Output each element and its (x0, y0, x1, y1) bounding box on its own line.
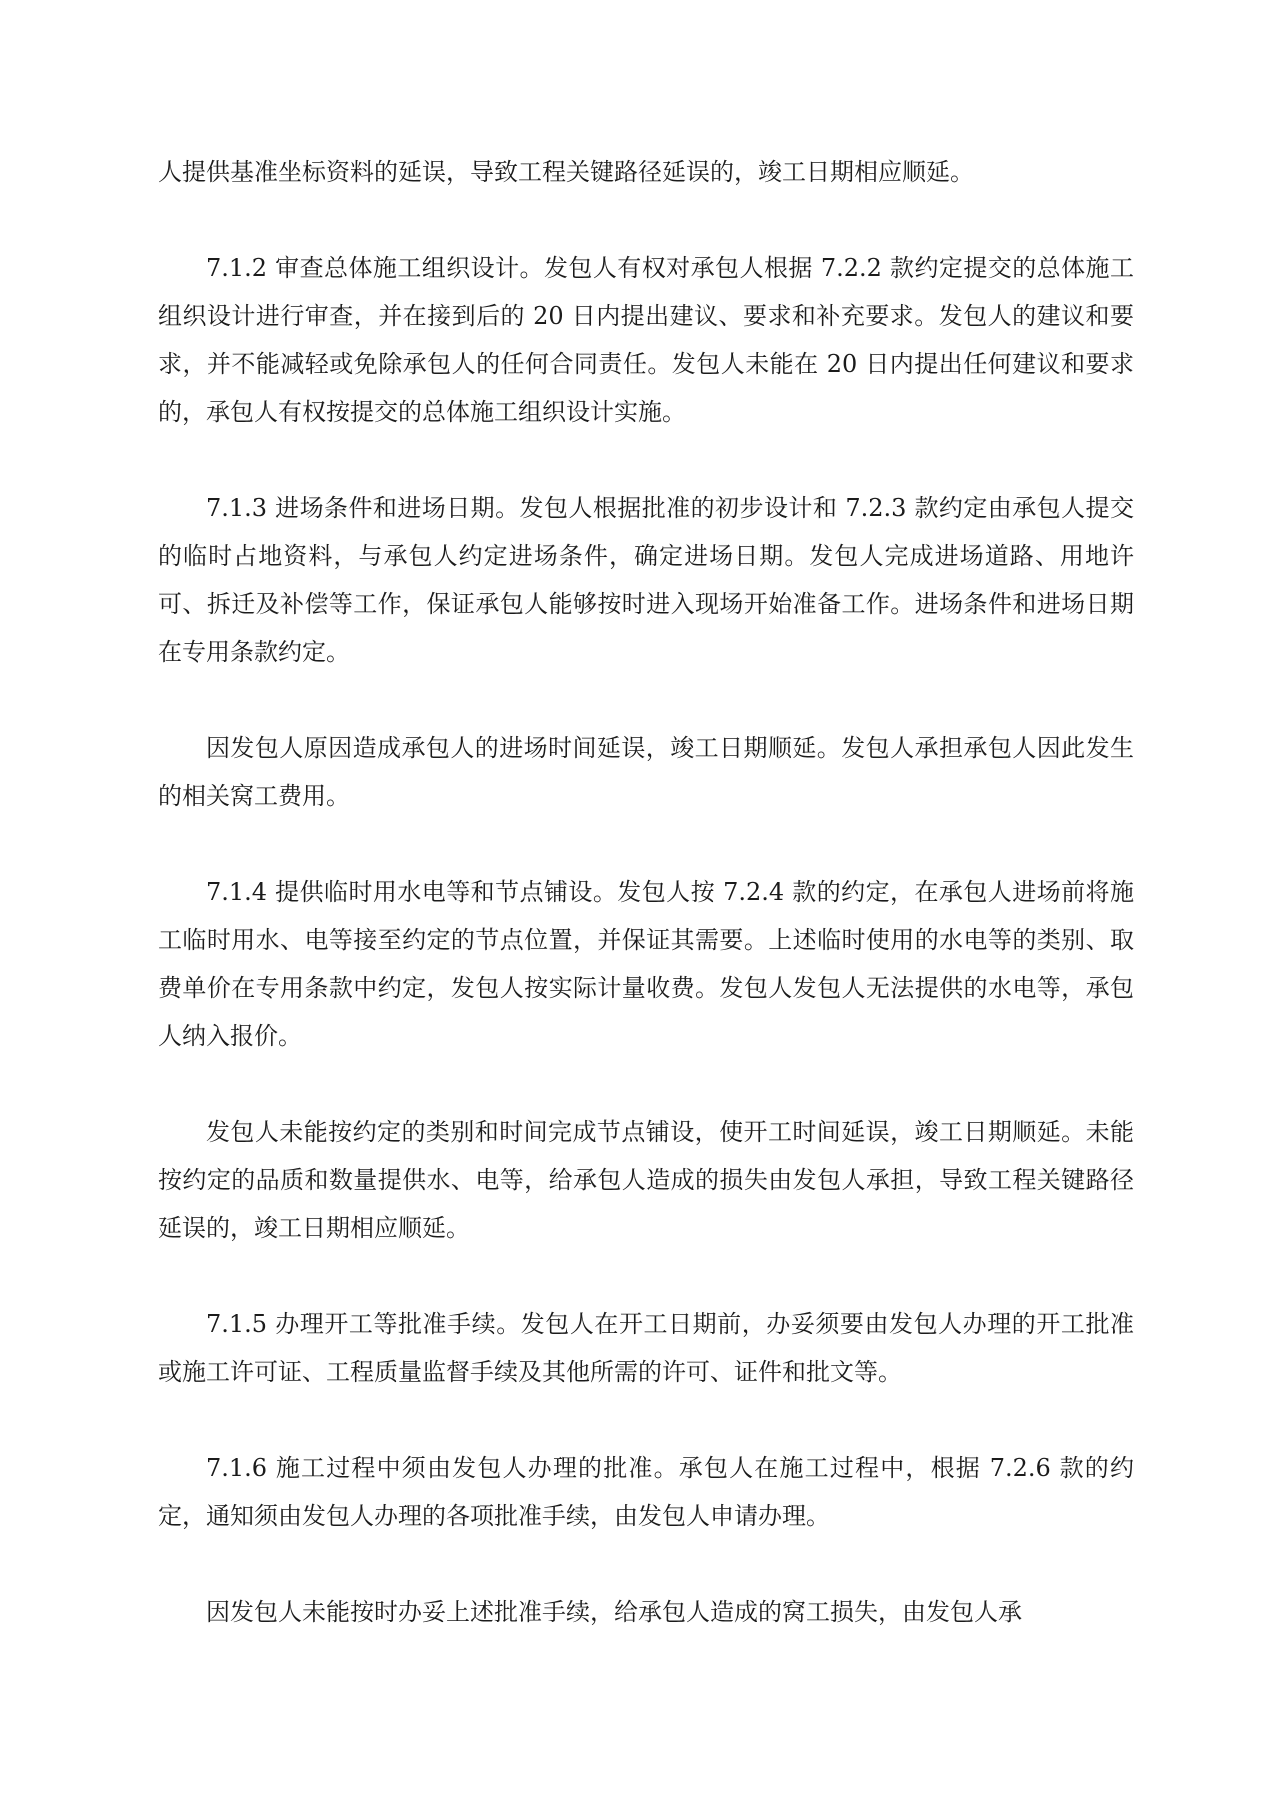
paragraph-7-1-5: 7.1.5 办理开工等批准手续。发包人在开工日期前，办妥须要由发包人办理的开工批准或施工许可证、工程质量监督手续及其他所需的许可、证件和批文等。 (158, 1310, 1134, 1386)
paragraph-continuation: 人提供基准坐标资料的延误，导致工程关键路径延误的，竣工日期相应顺延。 (158, 158, 974, 186)
paragraph-7-1-4-delay: 发包人未能按约定的类别和时间完成节点铺设，使开工时间延误，竣工日期顺延。未能按约定的品质和数量提供水、电等，给承包人造成的损失由发包人承担，导致工程关键路径延误的，竣工日期相应顺延。 (158, 1118, 1134, 1242)
paragraph-7-1-4: 7.1.4 提供临时用水电等和节点铺设。发包人按 7.2.4 款的约定，在承包人进场前将施工临时用水、电等接至约定的节点位置，并保证其需要。上述临时使用的水电等的类别、取费单价在专用条款中约定，发包人按实际计量收费。发包人发包人无法提供的水电等，承包人纳入报价。 (158, 878, 1134, 1050)
paragraph-7-1-6-delay: 因发包人未能按时办妥上述批准手续，给承包人造成的窝工损失，由发包人承 (206, 1598, 1022, 1626)
paragraph-7-1-6: 7.1.6 施工过程中须由发包人办理的批准。承包人在施工过程中，根据 7.2.6 款的约定，通知须由发包人办理的各项批准手续，由发包人申请办理。 (158, 1454, 1134, 1530)
document-body (158, 156, 1134, 1684)
paragraph-7-1-2: 7.1.2 审查总体施工组织设计。发包人有权对承包人根据 7.2.2 款约定提交的总体施工组织设计进行审查，并在接到后的 20 日内提出建议、要求和补充要求。发包人的建议和要求，并不能减轻或免除承包人的任何合同责任。发包人未能在 20 日内提出任何建议和要求的，承包人有权按提交的总体施工组织设计实施。 (158, 254, 1134, 426)
paragraph-7-1-3-delay: 因发包人原因造成承包人的进场时间延误，竣工日期顺延。发包人承担承包人因此发生的相关窝工费用。 (158, 734, 1134, 810)
paragraph-7-1-3: 7.1.3 进场条件和进场日期。发包人根据批准的初步设计和 7.2.3 款约定由承包人提交的临时占地资料，与承包人约定进场条件，确定进场日期。发包人完成进场道路、用地许可、拆迁及补偿等工作，保证承包人能够按时进入现场开始准备工作。进场条件和进场日期在专用条款约定。 (158, 494, 1134, 666)
